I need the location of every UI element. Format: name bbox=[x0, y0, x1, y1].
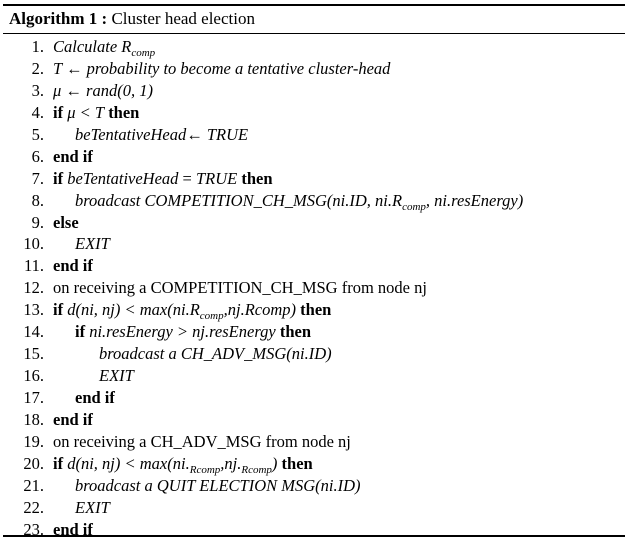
algorithm-lines bbox=[3, 36, 625, 541]
algorithm-box bbox=[3, 4, 625, 537]
line-code bbox=[53, 431, 351, 453]
line-code bbox=[99, 365, 134, 387]
code-token: ni.resEnergy > nj.resEnergy bbox=[89, 322, 276, 342]
code-token: Rcomp bbox=[241, 463, 272, 476]
line-code bbox=[53, 255, 93, 277]
line-code bbox=[53, 146, 93, 168]
code-token: EXIT bbox=[99, 366, 134, 386]
algorithm-line bbox=[3, 321, 625, 343]
line-number: 5. bbox=[31, 124, 44, 144]
code-token: = bbox=[178, 168, 196, 188]
code-token: then bbox=[277, 453, 313, 473]
code-token: ,nj. bbox=[220, 453, 242, 473]
algorithm-line bbox=[3, 343, 625, 365]
algorithm-line bbox=[3, 58, 625, 80]
algorithm-line bbox=[3, 365, 625, 387]
line-code bbox=[75, 190, 523, 214]
code-token: beTentativeHead← TRUE bbox=[75, 124, 249, 144]
code-token: comp bbox=[402, 200, 426, 213]
code-token: μ ← rand(0, 1) bbox=[53, 80, 153, 100]
algorithm-line bbox=[3, 146, 625, 168]
code-token: broadcast a CH_ADV_MSG(ni.ID) bbox=[99, 344, 332, 364]
code-token: on receiving a COMPETITION_CH_MSG from node nj bbox=[53, 278, 427, 298]
line-number: 4. bbox=[31, 102, 44, 122]
line-code bbox=[53, 277, 427, 299]
line-code bbox=[53, 453, 313, 477]
line-number: 19. bbox=[23, 431, 44, 451]
code-token: Calculate R bbox=[53, 37, 132, 56]
line-code bbox=[75, 475, 361, 497]
line-number: 3. bbox=[31, 80, 44, 100]
line-code bbox=[53, 36, 155, 60]
code-token: end if bbox=[53, 519, 93, 539]
algorithm-line bbox=[3, 519, 625, 541]
code-token: beTentativeHead bbox=[67, 168, 179, 188]
code-token: else bbox=[53, 212, 79, 232]
line-code bbox=[75, 497, 110, 519]
line-number: 22. bbox=[23, 497, 44, 517]
algorithm-line bbox=[3, 168, 625, 190]
code-token: Rcomp bbox=[189, 463, 221, 476]
line-number: 17. bbox=[23, 388, 44, 407]
code-token: if bbox=[53, 168, 68, 188]
algorithm-line bbox=[3, 409, 625, 431]
line-code bbox=[75, 387, 115, 409]
line-number: 11. bbox=[23, 256, 44, 276]
code-token: on receiving a CH_ADV_MSG from node nj bbox=[53, 431, 351, 451]
algorithm-line bbox=[3, 212, 625, 234]
code-token: then bbox=[275, 322, 311, 342]
line-number: 23. bbox=[23, 519, 44, 539]
line-number: 16. bbox=[23, 366, 44, 386]
line-number: 6. bbox=[31, 146, 44, 166]
line-code bbox=[53, 212, 79, 234]
code-token: d(ni, nj) < max(ni.R bbox=[67, 300, 200, 320]
algorithm-line bbox=[3, 233, 625, 255]
line-code bbox=[53, 409, 93, 431]
line-code bbox=[53, 299, 331, 323]
line-number: 21. bbox=[23, 475, 44, 495]
code-token: , ni.resEnergy) bbox=[425, 190, 524, 210]
algorithm-line bbox=[3, 475, 625, 497]
line-code bbox=[53, 80, 153, 102]
line-code bbox=[53, 168, 273, 190]
line-number: 13. bbox=[23, 300, 44, 320]
code-token: end if bbox=[53, 256, 93, 276]
algorithm-line bbox=[3, 277, 625, 299]
line-code bbox=[53, 58, 390, 80]
line-number: 12. bbox=[23, 278, 44, 298]
line-number: 14. bbox=[23, 322, 44, 342]
algorithm-line bbox=[3, 497, 625, 519]
algorithm-line bbox=[3, 190, 625, 212]
line-code bbox=[53, 102, 139, 124]
code-token: end if bbox=[53, 146, 93, 166]
line-number: 10. bbox=[23, 234, 44, 254]
code-token: then bbox=[296, 300, 332, 320]
algorithm-line bbox=[3, 255, 625, 277]
algorithm-line bbox=[3, 102, 625, 124]
code-token: ) bbox=[271, 453, 278, 473]
line-number: 8. bbox=[31, 190, 44, 210]
code-token: comp bbox=[131, 47, 156, 59]
code-token: broadcast a QUIT ELECTION MSG(ni.ID) bbox=[75, 475, 361, 495]
line-number: 2. bbox=[31, 58, 44, 78]
code-token: broadcast COMPETITION_CH_MSG(ni.ID, ni.R bbox=[75, 190, 403, 210]
code-token: end if bbox=[53, 409, 93, 429]
code-token: d(ni, nj) < max(ni. bbox=[67, 453, 190, 473]
line-code bbox=[75, 321, 311, 343]
code-token: if bbox=[53, 300, 68, 320]
algorithm-line bbox=[3, 299, 625, 321]
code-token: then bbox=[104, 102, 140, 122]
code-token: ,nj.Rcomp) bbox=[223, 300, 297, 320]
code-token: comp bbox=[199, 310, 224, 323]
algorithm-line bbox=[3, 431, 625, 453]
algorithm-line bbox=[3, 453, 625, 475]
code-token: TRUE bbox=[195, 168, 238, 188]
line-number: 15. bbox=[23, 344, 44, 364]
code-token: end if bbox=[75, 388, 115, 407]
line-code bbox=[99, 343, 332, 365]
code-token: T ← probability to become a tentative cluster-head bbox=[53, 58, 391, 78]
code-token: if bbox=[53, 453, 68, 473]
algorithm-line bbox=[3, 80, 625, 102]
line-number: 1. bbox=[31, 37, 44, 56]
algorithm-label: Algorithm 1 : bbox=[9, 9, 108, 28]
algorithm-line bbox=[3, 387, 625, 409]
algorithm-line bbox=[3, 124, 625, 146]
algorithm-line bbox=[3, 36, 625, 58]
code-token: EXIT bbox=[75, 497, 110, 517]
code-token: if bbox=[75, 322, 90, 342]
line-code bbox=[53, 519, 93, 541]
algorithm-header bbox=[3, 6, 625, 34]
line-number: 7. bbox=[31, 168, 44, 188]
code-token: if bbox=[53, 102, 68, 122]
line-number: 18. bbox=[23, 409, 44, 429]
code-token: then bbox=[237, 168, 273, 188]
code-token: EXIT bbox=[75, 234, 110, 254]
algorithm-title: Cluster head election bbox=[111, 9, 255, 28]
line-code bbox=[75, 233, 110, 255]
line-number: 20. bbox=[23, 453, 44, 473]
code-token: μ < T bbox=[67, 102, 105, 122]
line-code bbox=[75, 124, 248, 146]
line-number: 9. bbox=[31, 212, 44, 232]
